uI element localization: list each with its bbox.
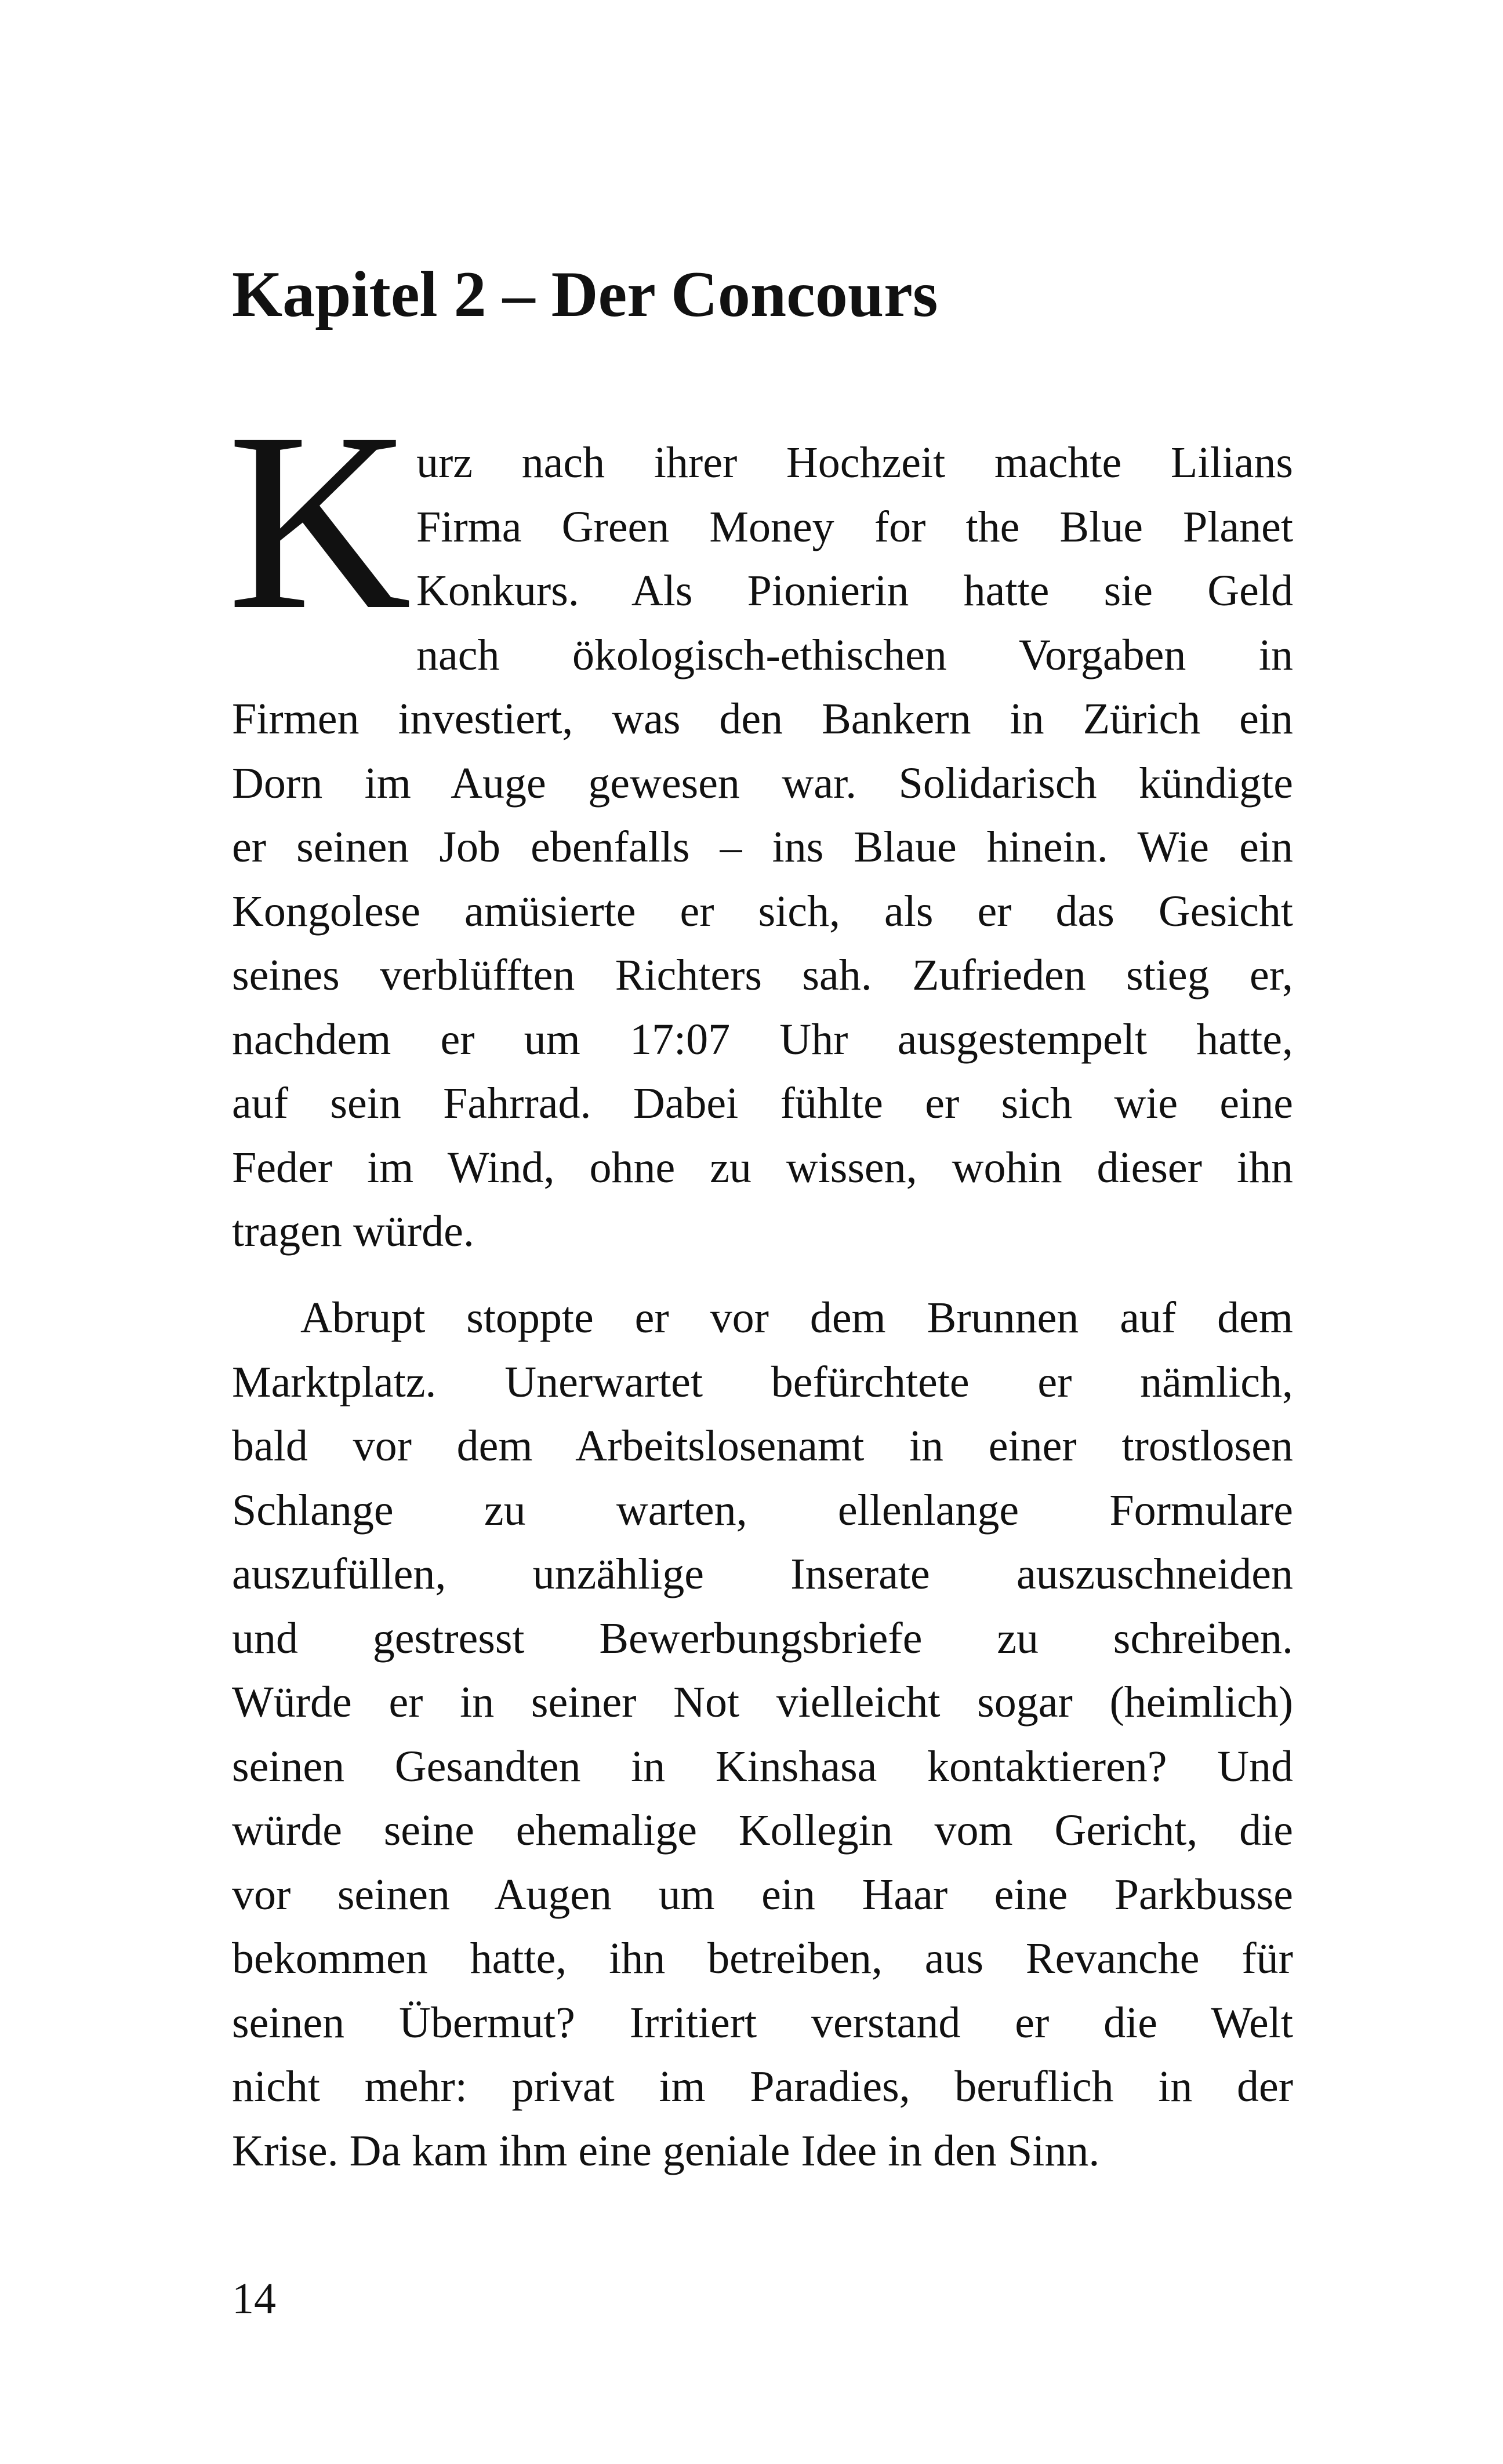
- paragraph-line: urz nach ihrer Hochzeit machte Lilians: [416, 438, 1293, 487]
- chapter-title: Kapitel 2 – Der Concours: [232, 259, 938, 330]
- paragraph-line: vor seinen Augen um ein Haar eine Parkbusse: [232, 1870, 1293, 1919]
- paragraph-line: seinen Gesandten in Kinshasa kontaktieren? Und: [232, 1742, 1293, 1791]
- paragraph-line: nicht mehr: privat im Paradies, beruflich in der: [232, 2062, 1293, 2111]
- paragraph-line: Kongolese amüsierte er sich, als er das Gesicht: [232, 886, 1293, 936]
- paragraph-line: nach ökologisch-ethischen Vorgaben in: [416, 630, 1293, 679]
- paragraph-line: nachdem er um 17:07 Uhr ausgestempelt hatte,: [232, 1015, 1293, 1064]
- paragraph-line: er seinen Job ebenfalls – ins Blaue hinein. Wie ein: [232, 823, 1293, 871]
- paragraph-line: Dorn im Auge gewesen war. Solidarisch kündigte: [232, 758, 1293, 808]
- paragraph-line: auf sein Fahrrad. Dabei fühlte er sich wie eine: [232, 1079, 1293, 1128]
- paragraph-line: und gestresst Bewerbungsbriefe zu schreiben.: [232, 1613, 1293, 1663]
- drop-cap: K: [227, 380, 412, 663]
- paragraph-line: Firma Green Money for the Blue Planet: [416, 502, 1293, 551]
- paragraph-line: Würde er in seiner Not vielleicht sogar (heimlich): [232, 1678, 1293, 1727]
- paragraph-line: Firmen investiert, was den Bankern in Zürich ein: [232, 695, 1293, 743]
- paragraph-1: [232, 431, 1293, 1264]
- paragraph-line: Marktplatz. Unerwartet befürchtete er nämlich,: [232, 1357, 1293, 1407]
- paragraph-line: auszufüllen, unzählige Inserate auszuschneiden: [232, 1550, 1293, 1598]
- paragraph-line: seines verblüfften Richters sah. Zufrieden stieg er,: [232, 951, 1293, 1000]
- paragraph-line: Abrupt stoppte er vor dem Brunnen auf dem: [300, 1293, 1293, 1342]
- paragraph-line: seinen Übermut? Irritiert verstand er die Welt: [232, 1998, 1293, 2047]
- paragraph-line: Schlange zu warten, ellenlange Formulare: [232, 1485, 1293, 1535]
- paragraph-line: bald vor dem Arbeitslosenamt in einer trostlosen: [232, 1422, 1293, 1470]
- paragraph-line: bekommen hatte, ihn betreiben, aus Revanche für: [232, 1934, 1293, 1983]
- paragraph-line: Feder im Wind, ohne zu wissen, wohin dieser ihn: [232, 1143, 1293, 1192]
- paragraph-2: [232, 1286, 1293, 2183]
- paragraph-line: Konkurs. Als Pionierin hatte sie Geld: [416, 566, 1293, 615]
- page-number: 14: [232, 2274, 276, 2323]
- paragraph-line: Krise. Da kam ihm eine geniale Idee in den Sinn.: [232, 2126, 1100, 2175]
- paragraph-line: würde seine ehemalige Kollegin vom Gericht, die: [232, 1806, 1293, 1855]
- paragraph-line: tragen würde.: [232, 1207, 474, 1256]
